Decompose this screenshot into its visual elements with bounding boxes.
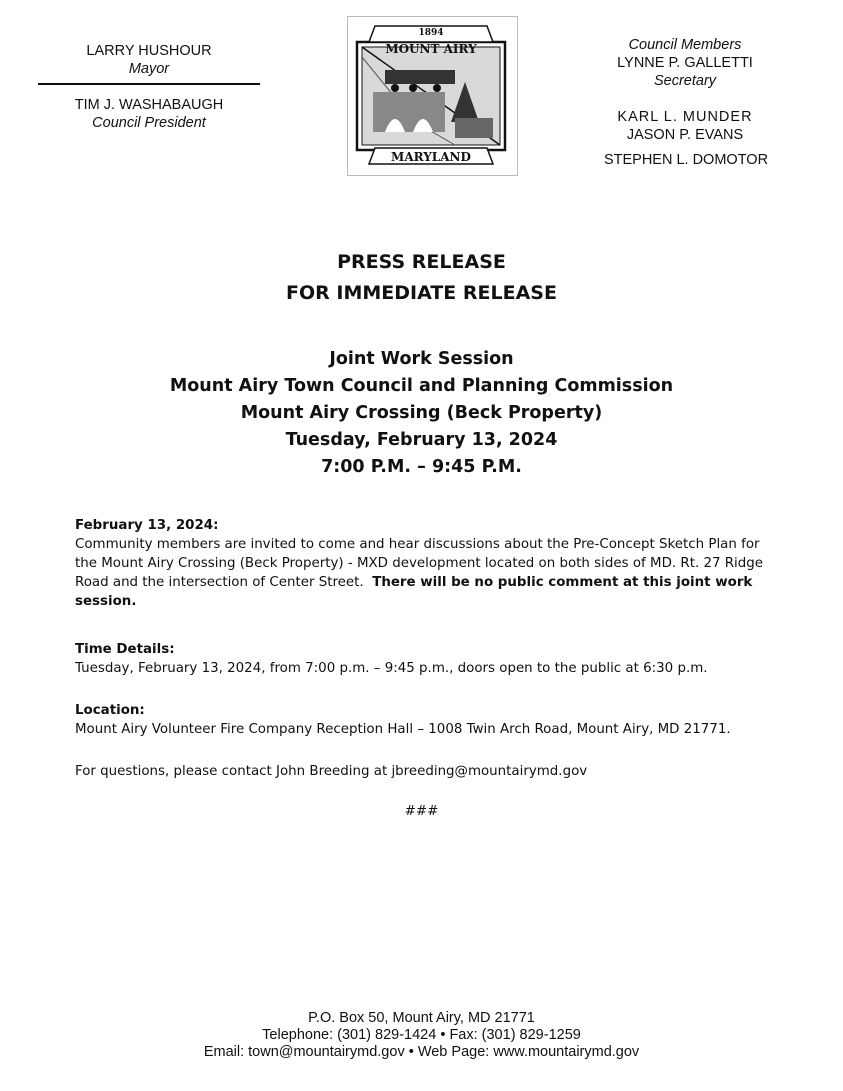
member-munder: KARL L. MUNDER [617, 109, 753, 125]
event-line-3: Mount Airy Crossing (Beck Property) [240, 403, 603, 423]
para1-line-3-text: Road and the intersection of Center Street. [75, 575, 364, 590]
president-title: Council President [92, 115, 206, 131]
footer-phone: Telephone: (301) 829-1424 • Fax: (301) 829-1259 [262, 1027, 581, 1043]
footer-web: Email: town@mountairymd.gov • Web Page: www.mountairymd.gov [203, 1044, 640, 1060]
event-line-1: Joint Work Session [329, 349, 514, 369]
release-title [0, 247, 843, 309]
president-name: TIM J. WASHABAUGH [74, 97, 224, 113]
location-heading: Location: [75, 703, 145, 718]
council-members-block [590, 36, 780, 90]
para1-line-2: the Mount Airy Crossing (Beck Property) - MXD development located on both sides of MD. Rt. 27 Ridge [75, 556, 764, 571]
members-heading: Council Members [628, 37, 742, 53]
location-details [75, 701, 775, 739]
mayor-block [38, 42, 260, 78]
president-block [38, 96, 260, 132]
event-block [0, 346, 843, 481]
member-domotor: STEPHEN L. DOMOTOR [603, 152, 769, 168]
member-evans: JASON P. EVANS [626, 127, 744, 143]
release-line-2: FOR IMMEDIATE RELEASE [286, 282, 557, 304]
mayor-title: Mayor [128, 61, 170, 77]
event-line-2: Mount Airy Town Council and Planning Commission [169, 376, 674, 396]
body-intro [75, 516, 775, 611]
contact-text: For questions, please contact John Breeding at jbreeding@mountairymd.gov [75, 764, 588, 779]
member-galletti-role: Secretary [653, 73, 717, 89]
para1-line-3 [75, 573, 775, 592]
end-mark: ### [404, 804, 439, 819]
no-public-comment-notice: There will be no public comment at this joint work [372, 575, 753, 590]
time-details [75, 640, 775, 678]
header-divider [38, 83, 260, 85]
time-heading: Time Details: [75, 642, 175, 657]
location-text: Mount Airy Volunteer Fire Company Reception Hall – 1008 Twin Arch Road, Mount Airy, MD 21771. [75, 722, 731, 737]
seal-year: 1894 [418, 28, 444, 38]
seal-bottom-text: MARYLAND [391, 150, 471, 164]
para1-line-1: Community members are invited to come and hear discussions about the Pre-Concept Sketch Plan for [75, 537, 760, 552]
event-line-5: 7:00 P.M. – 9:45 P.M. [321, 457, 522, 477]
footer-address: P.O. Box 50, Mount Airy, MD 21771 [308, 1010, 535, 1026]
event-line-4: Tuesday, February 13, 2024 [285, 430, 558, 450]
footer [0, 1010, 843, 1061]
time-text: Tuesday, February 13, 2024, from 7:00 p.m. – 9:45 p.m., doors open to the public at 6:30 p.m. [75, 661, 708, 676]
mayor-name: LARRY HUSHOUR [86, 43, 212, 59]
seal-top-text: MOUNT AIRY [385, 42, 477, 56]
town-seal-logo [355, 22, 507, 168]
member-galletti: LYNNE P. GALLETTI [617, 55, 753, 71]
release-line-1: PRESS RELEASE [337, 251, 506, 273]
date-heading: February 13, 2024: [75, 518, 219, 533]
no-public-comment-notice-end: session. [75, 594, 137, 609]
